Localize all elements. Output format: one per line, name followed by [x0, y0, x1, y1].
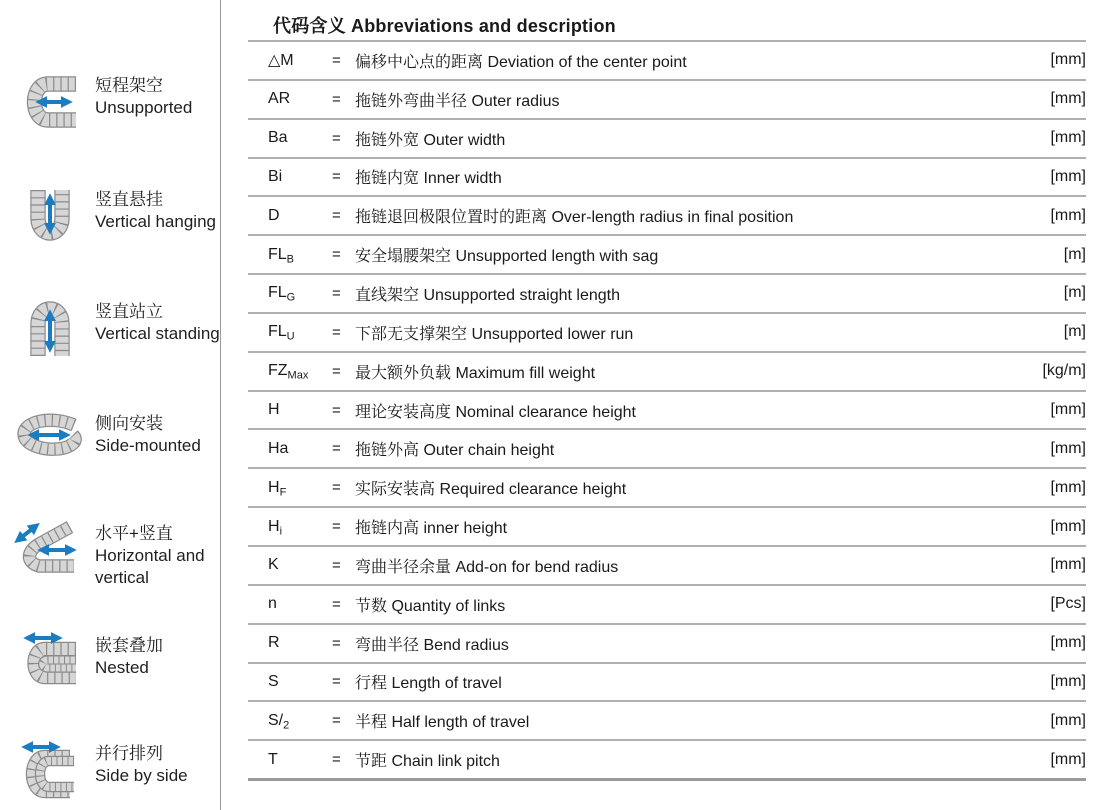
abbreviation-code: $S/_2$ [268, 711, 290, 732]
equals-sign: = [332, 246, 341, 264]
vertical-hanging-chain-icon [12, 186, 88, 248]
abbreviation-row [248, 275, 1086, 314]
abbreviation-row [248, 508, 1086, 547]
abbreviation-row [248, 625, 1086, 664]
unit-label: [mm] [1050, 90, 1086, 108]
sidebar-item-vertical-standing [12, 298, 227, 360]
unit-label: [m] [1063, 245, 1086, 263]
mounting-type-label-zh: 侧向安装 [95, 414, 163, 433]
abbreviation-row [248, 314, 1086, 353]
table-header [248, 0, 1086, 42]
abbreviation-row [248, 430, 1086, 469]
unit-label: [mm] [1050, 129, 1086, 147]
equals-sign: = [332, 168, 341, 186]
abbreviation-row [248, 664, 1086, 703]
equals-sign: = [332, 518, 341, 536]
abbreviation-row [248, 120, 1086, 159]
equals-sign: = [332, 284, 341, 302]
abbreviation-code: S [268, 672, 279, 690]
abbreviation-code: $H_F$ [268, 478, 287, 499]
equals-sign: = [332, 556, 341, 574]
abbreviation-code: $H_i$ [268, 517, 283, 538]
unit-label: [mm] [1050, 750, 1086, 768]
mounting-type-label-zh: 竖直悬挂 [95, 190, 163, 209]
equals-sign: = [332, 362, 341, 380]
abbreviation-code: Ha [268, 439, 289, 457]
equals-sign: = [332, 90, 341, 108]
mounting-type-label-zh: 并行排列 [95, 744, 163, 763]
unsupported-chain-icon [12, 72, 88, 134]
unit-label: [mm] [1050, 517, 1086, 535]
abbreviation-code: $FL_G$ [268, 284, 296, 304]
sidebar-item-vertical-hanging [12, 186, 227, 248]
abbreviation-code: D [268, 206, 280, 224]
abbreviation-description: 半程 Half length of travel [355, 714, 530, 732]
equals-sign: = [332, 440, 341, 458]
abbreviations-table [248, 0, 1086, 781]
abbreviation-description: 拖链外弯曲半径 Outer radius [355, 92, 560, 110]
mounting-type-label-zh: 短程架空 [95, 76, 163, 95]
unit-label: [kg/m] [1042, 362, 1086, 380]
unit-label: [mm] [1050, 51, 1086, 69]
sidebar-item-horizontal-vertical [12, 520, 227, 589]
equals-sign: = [332, 751, 341, 769]
sidebar-divider [220, 0, 221, 810]
unit-label: [mm] [1050, 556, 1086, 574]
vertical-standing-chain-icon [12, 298, 88, 360]
equals-sign: = [332, 673, 341, 691]
mounting-type-label-en: Unsupported [95, 98, 193, 117]
equals-sign: = [332, 323, 341, 341]
abbreviation-code: AR [268, 90, 291, 108]
mounting-type-label-zh: 水平+竖直 [95, 524, 173, 543]
abbreviation-code: n [268, 595, 277, 613]
sidebar-item-nested [12, 632, 227, 694]
unit-label: [m] [1063, 284, 1086, 302]
side-mounted-chain-icon [12, 410, 88, 472]
abbreviation-description: 行程 Length of travel [355, 675, 502, 693]
sidebar-item-unsupported [12, 72, 227, 134]
abbreviation-code: $FL_B$ [268, 245, 295, 266]
abbreviation-row [248, 81, 1086, 120]
sidebar-item-side-by-side [12, 740, 227, 802]
abbreviation-row [248, 392, 1086, 431]
equals-sign: = [332, 634, 341, 652]
abbreviation-description: 拖链退回极限位置时的距离 Over-length radius in final position [355, 209, 794, 227]
abbreviation-description: 下部无支撑架空 Unsupported lower run [355, 325, 634, 343]
abbreviation-code: $FZ_{Max}$ [268, 362, 309, 382]
abbreviation-description: 弯曲半径余量 Add-on for bend radius [355, 558, 619, 576]
side-by-side-chain-icon [12, 740, 88, 802]
abbreviation-description: 拖链外宽 Outer width [355, 131, 506, 149]
abbreviation-code: Ba [268, 129, 288, 147]
unit-label: [mm] [1050, 206, 1086, 224]
abbreviation-code: △M [268, 52, 294, 70]
mounting-type-label-zh: 嵌套叠加 [95, 636, 163, 655]
horizontal-vertical-chain-icon [12, 520, 88, 582]
mounting-type-label-en: Vertical standing [95, 324, 220, 343]
abbreviation-description: 实际安装高 Required clearance height [355, 481, 627, 499]
unit-label: [mm] [1050, 439, 1086, 457]
equals-sign: = [332, 129, 341, 147]
abbreviation-description: 拖链外高 Outer chain height [355, 442, 555, 460]
abbreviation-row [248, 586, 1086, 625]
abbreviation-row [248, 159, 1086, 198]
equals-sign: = [332, 51, 341, 69]
unit-label: [Pcs] [1050, 595, 1086, 613]
abbreviation-description: 拖链内高 inner height [355, 520, 508, 538]
abbreviation-row [248, 702, 1086, 741]
abbreviation-row [248, 469, 1086, 508]
mounting-type-label-en: Side by side [95, 766, 188, 785]
mounting-type-label-en: Nested [95, 658, 149, 677]
equals-sign: = [332, 479, 341, 497]
abbreviation-row [248, 42, 1086, 81]
abbreviation-code: Bi [268, 167, 283, 185]
abbreviation-row [248, 197, 1086, 236]
unit-label: [m] [1063, 323, 1086, 341]
abbreviation-code: K [268, 556, 279, 574]
abbreviation-row [248, 741, 1086, 781]
unit-label: [mm] [1050, 167, 1086, 185]
abbreviation-description: 最大额外负载 Maximum fill weight [355, 364, 596, 382]
abbreviation-description: 拖链内宽 Inner width [355, 170, 502, 188]
abbreviation-row [248, 547, 1086, 586]
mounting-types-sidebar [0, 0, 220, 810]
abbreviation-description: 弯曲半径 Bend radius [355, 636, 509, 654]
abbreviation-description: 节数 Quantity of links [355, 597, 506, 615]
abbreviation-description: 安全塌腰架空 Unsupported length with sag [355, 248, 659, 266]
unit-label: [mm] [1050, 401, 1086, 419]
abbreviation-description: 直线架空 Unsupported straight length [355, 286, 621, 304]
table-body [248, 42, 1086, 781]
unit-label: [mm] [1050, 478, 1086, 496]
mounting-type-label-en: Horizontal and vertical [95, 546, 205, 587]
mounting-type-label-en: Side-mounted [95, 436, 201, 455]
abbreviation-code: H [268, 401, 280, 419]
sidebar-item-side-mounted [12, 410, 227, 472]
abbreviation-code: R [268, 634, 280, 652]
page-title: 代码含义 Abbreviations and description [273, 16, 616, 36]
abbreviation-description: 节距 Chain link pitch [355, 753, 500, 771]
mounting-type-label-zh: 竖直站立 [95, 302, 163, 321]
abbreviation-code: T [268, 750, 278, 768]
abbreviation-row [248, 236, 1086, 275]
abbreviation-description: 偏移中心点的距离 Deviation of the center point [355, 53, 687, 71]
unit-label: [mm] [1050, 672, 1086, 690]
equals-sign: = [332, 207, 341, 225]
equals-sign: = [332, 401, 341, 419]
abbreviation-description: 理论安装高度 Nominal clearance height [355, 403, 636, 421]
equals-sign: = [332, 595, 341, 613]
unit-label: [mm] [1050, 634, 1086, 652]
mounting-type-label-en: Vertical hanging [95, 212, 216, 231]
nested-chain-icon [12, 632, 88, 694]
unit-label: [mm] [1050, 711, 1086, 729]
equals-sign: = [332, 712, 341, 730]
abbreviation-code: $FL_U$ [268, 323, 295, 343]
abbreviation-row [248, 353, 1086, 392]
